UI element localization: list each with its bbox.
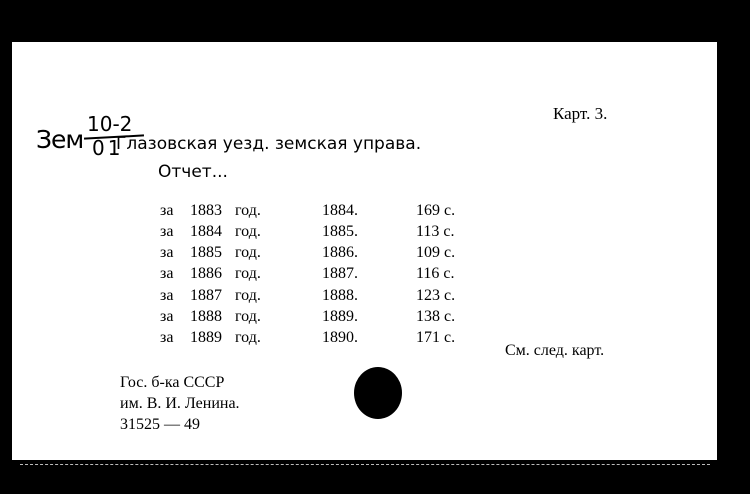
report-pages: 113 с. — [416, 223, 455, 240]
report-unit: год. — [235, 202, 261, 219]
report-row — [12, 308, 717, 330]
report-pages: 171 с. — [416, 329, 456, 346]
report-pages: 123 с. — [416, 287, 456, 304]
punch-hole — [354, 367, 402, 419]
report-prefix: за — [160, 329, 174, 346]
card-edge-line — [20, 464, 710, 465]
report-row — [12, 265, 717, 287]
report-published: 1887. — [322, 265, 358, 282]
report-year: 1887 — [190, 287, 222, 304]
report-row — [12, 223, 717, 245]
report-prefix: за — [160, 244, 174, 261]
report-unit: год. — [235, 287, 261, 304]
report-year: 1886 — [190, 265, 222, 282]
report-year: 1884 — [190, 223, 222, 240]
report-row — [12, 244, 717, 266]
report-unit: год. — [235, 308, 261, 325]
report-unit: год. — [235, 223, 261, 240]
library-stamp-line: 31525 — 49 — [120, 416, 200, 433]
report-prefix: за — [160, 287, 174, 304]
card-heading: Глазовская уезд. земская управа. — [116, 134, 422, 154]
report-prefix: за — [160, 202, 174, 219]
report-year: 1885 — [190, 244, 222, 261]
library-stamp — [120, 372, 240, 435]
shelfmark-prefix: Зем — [36, 125, 84, 154]
report-published: 1888. — [322, 287, 358, 304]
report-row — [12, 202, 717, 224]
library-stamp-line: Гос. б-ка СССР — [120, 374, 225, 391]
report-year: 1888 — [190, 308, 222, 325]
report-published: 1890. — [322, 329, 358, 346]
library-stamp-line: им. В. И. Ленина. — [120, 395, 240, 412]
report-row — [12, 329, 717, 351]
report-unit: год. — [235, 265, 261, 282]
report-unit: год. — [235, 244, 261, 261]
report-year: 1883 — [190, 202, 222, 219]
report-prefix: за — [160, 223, 174, 240]
report-pages: 109 с. — [416, 244, 456, 261]
catalog-card — [12, 42, 717, 460]
report-pages: 169 с. — [416, 202, 456, 219]
report-year: 1889 — [190, 329, 222, 346]
shelfmark-denominator: 01 — [92, 136, 124, 160]
card-subheading: Отчет... — [158, 162, 228, 182]
card-number: Карт. 3. — [553, 104, 608, 123]
see-next-card-note: См. след. карт. — [505, 342, 605, 359]
report-pages: 138 с. — [416, 308, 456, 325]
report-published: 1886. — [322, 244, 358, 261]
report-pages: 116 с. — [416, 265, 455, 282]
shelfmark-numerator: 10-2 — [87, 112, 133, 136]
report-row — [12, 287, 717, 309]
report-published: 1884. — [322, 202, 358, 219]
report-prefix: за — [160, 265, 174, 282]
report-prefix: за — [160, 308, 174, 325]
report-unit: год. — [235, 329, 261, 346]
report-published: 1889. — [322, 308, 358, 325]
report-published: 1885. — [322, 223, 358, 240]
